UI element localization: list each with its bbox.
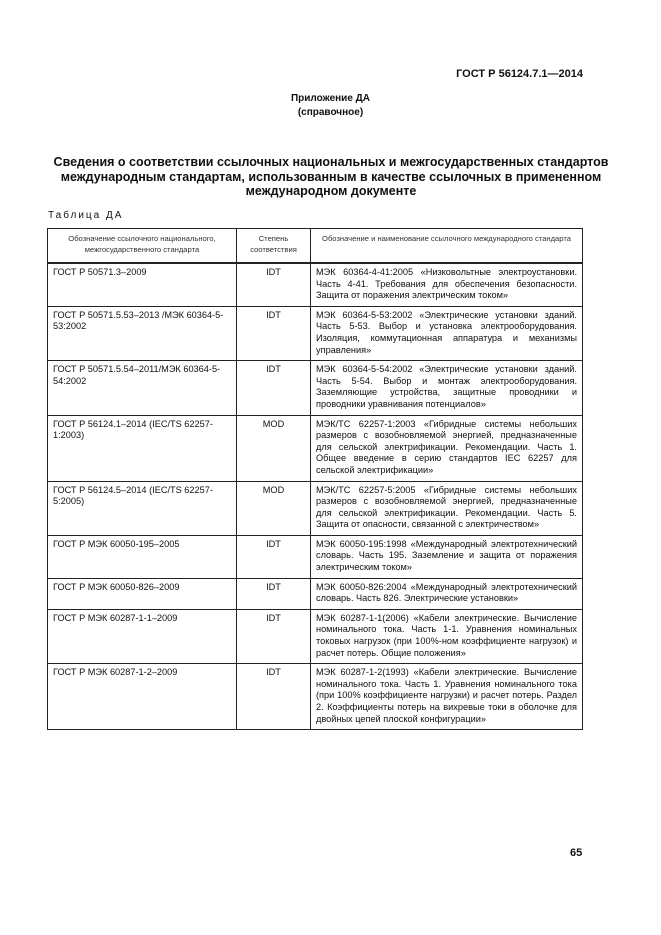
national-standard-cell: ГОСТ Р 50571.3–2009 [48,263,237,306]
section-title: Сведения о соответствии ссылочных национальных и межгосударственных стандартов международным стандартам, использованным в качестве ссылочных в примененном международном документе [53,155,609,198]
degree-cell: IDT [237,578,311,609]
table-row [48,361,583,415]
international-standard-cell: МЭК 60050-195:1998 «Международный электротехнический словарь. Часть 195. Заземление и защита от поражения электрическим током» [311,535,583,578]
international-standard-cell: МЭК 60364-5-54:2002 «Электрические установки зданий. Часть 5-54. Выбор и монтаж электрооборудования. Заземляющие устройства, защитные проводники и проводники уравнивания потенциалов» [311,361,583,415]
international-standard-cell: МЭК/ТС 62257-1:2003 «Гибридные системы небольших размеров с возобновляемой энергией, предназначенные для сельской электрификации. Рекомендации. Часть 1. Общее введение в серию стандартов IEC 62257 для сельской электрификации» [311,415,583,481]
national-standard-cell: ГОСТ Р МЭК 60050-826–2009 [48,578,237,609]
international-standard-cell: МЭК 60364-5-53:2002 «Электрические установки зданий. Часть 5-53. Выбор и установка электрооборудования. Изоляция, коммутационная аппаратура и механизмы управления» [311,306,583,360]
degree-cell: IDT [237,535,311,578]
degree-cell: MOD [237,481,311,535]
international-standard-cell: МЭК 60364-4-41:2005 «Низковольтные электроустановки. Часть 4-41. Требования для обеспечения безопасности. Защита от поражения электрическим током» [311,263,583,306]
table-row [48,578,583,609]
international-standard-cell: МЭК 60287-1-1(2006) «Кабели электрические. Вычисление номинального тока. Часть 1-1. Уравнения номинальных токовых нагрузок (при 100%-ном коэффициенте нагрузок) и расчет потерь. Общие положения» [311,609,583,663]
table-header-row [48,229,583,264]
column-header-national-standard: Обозначение ссылочного национального, межгосударственного стандарта [48,229,237,264]
degree-cell: IDT [237,361,311,415]
degree-cell: IDT [237,609,311,663]
page-number: 65 [570,847,583,859]
international-standard-cell: МЭК 60050-826:2004 «Международный электротехнический словарь. Часть 826. Электрические установки» [311,578,583,609]
international-standard-cell: МЭК 60287-1-2(1993) «Кабели электрические. Вычисление номинального тока. Часть 1. Уравнения номинального тока (при 100% коэффициенте нагрузки) и расчет потерь. Раздел 2. Коэффициенты потерь на вихревые токи в оболочке для двойных цепей плоской конфигурации» [311,664,583,730]
table-row [48,481,583,535]
appendix-subtitle: (справочное) [297,107,364,118]
national-standard-cell: ГОСТ Р 56124.5–2014 (IEC/TS 62257-5:2005) [48,481,237,535]
degree-cell: IDT [237,263,311,306]
table-caption: Таблица ДА [48,210,124,221]
document-number: ГОСТ Р 56124.7.1—2014 [456,68,583,80]
national-standard-cell: ГОСТ Р 50571.5.53–2013 /МЭК 60364-5-53:2002 [48,306,237,360]
national-standard-cell: ГОСТ Р МЭК 60287-1-1–2009 [48,609,237,663]
national-standard-cell: ГОСТ Р 50571.5.54–2011/МЭК 60364-5-54:2002 [48,361,237,415]
correspondence-table [47,228,583,730]
column-header-international-standard: Обозначение и наименование ссылочного международного стандарта [311,229,583,264]
table-row [48,535,583,578]
national-standard-cell: ГОСТ Р МЭК 60287-1-2–2009 [48,664,237,730]
table-row [48,415,583,481]
degree-cell: IDT [237,664,311,730]
table-row [48,664,583,730]
appendix-heading [0,92,661,120]
national-standard-cell: ГОСТ Р МЭК 60050-195–2005 [48,535,237,578]
degree-cell: MOD [237,415,311,481]
table-row [48,609,583,663]
table-row [48,263,583,306]
appendix-title: Приложение ДА [290,93,371,104]
international-standard-cell: МЭК/ТС 62257-5:2005 «Гибридные системы небольших размеров с возобновляемой энергией, предназначенные для сельской электрификации. Рекомендации. Часть 5. Защита от опасности, связанной с электричеством» [311,481,583,535]
column-header-degree: Степень соответствия [237,229,311,264]
national-standard-cell: ГОСТ Р 56124.1–2014 (IEC/TS 62257-1:2003) [48,415,237,481]
table-row [48,306,583,360]
degree-cell: IDT [237,306,311,360]
